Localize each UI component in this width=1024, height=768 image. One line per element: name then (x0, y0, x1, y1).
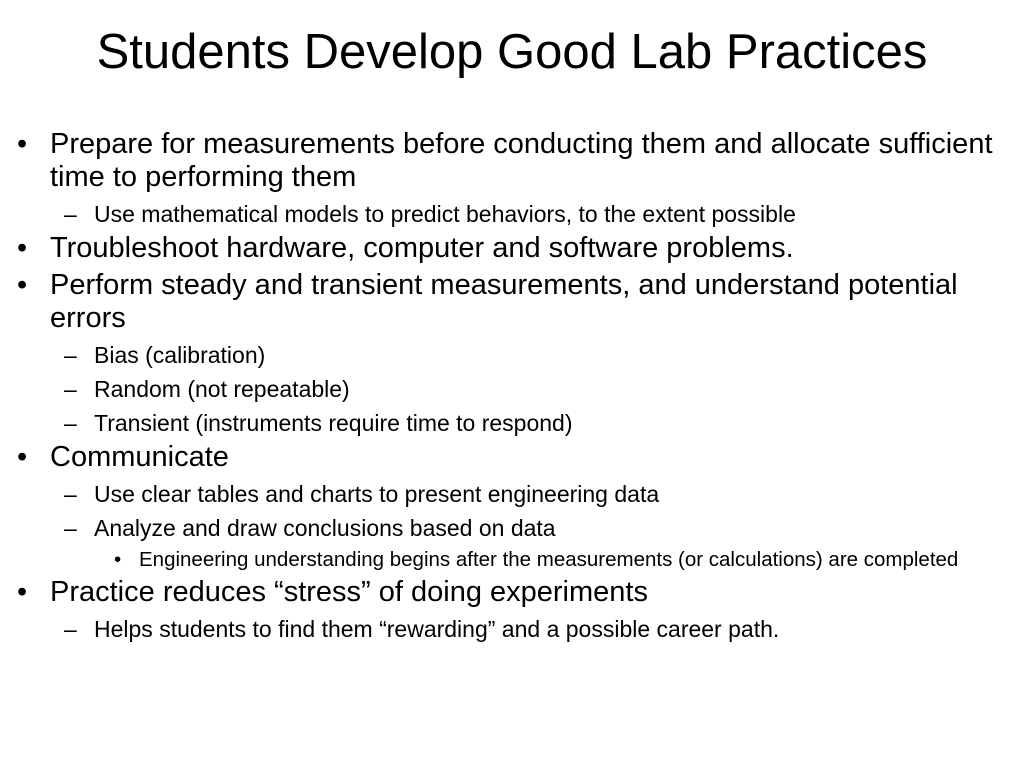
sub-bullet-item (0, 341, 994, 369)
sub-bullet-item (0, 514, 994, 542)
sub-bullet-item (0, 615, 994, 643)
sub-bullet-text: Use mathematical models to predict behaviors, to the extent possible (94, 201, 796, 227)
sub-bullet-text: Random (not repeatable) (94, 376, 350, 402)
bullet-text: Troubleshoot hardware, computer and software problems. (50, 232, 794, 264)
sub-bullet-item (0, 200, 994, 228)
sub-sub-bullet-text: Engineering understanding begins after the measurements (or calculations) are completed (139, 548, 959, 571)
bullet-mark: • (17, 269, 28, 301)
bullet-text: Practice reduces “stress” of doing experiments (50, 576, 648, 608)
dash-mark: – (64, 201, 77, 227)
sub-bullet-item (0, 480, 994, 508)
sub-bullet-text: Analyze and draw conclusions based on data (94, 515, 556, 541)
bullet-mark: • (114, 548, 122, 571)
sub-bullet-item (0, 409, 994, 437)
bullet-text: Communicate (50, 441, 229, 473)
dash-mark: – (64, 616, 77, 642)
bullet-item (0, 576, 995, 609)
slide-title: Students Develop Good Lab Practices (96, 25, 928, 79)
dash-mark: – (64, 342, 77, 368)
sub-bullet-item (0, 375, 994, 403)
sub-bullet-text: Helps students to find them “rewarding” and a possible career path. (94, 616, 780, 642)
dash-mark: – (64, 410, 77, 436)
bullet-mark: • (17, 576, 28, 608)
dash-mark: – (64, 515, 77, 541)
bullet-mark: • (17, 232, 28, 264)
bullet-mark: • (17, 128, 28, 160)
dash-mark: – (64, 481, 77, 507)
sub-bullet-text: Use clear tables and charts to present engineering data (94, 481, 660, 507)
bullet-item (0, 232, 995, 265)
sub-sub-bullet-item (0, 548, 999, 572)
dash-mark: – (64, 376, 77, 402)
bullet-text: Prepare for measurements before conducting them and allocate sufficient time to performing them (50, 128, 993, 193)
bullet-mark: • (17, 441, 28, 473)
sub-bullet-text: Bias (calibration) (94, 342, 266, 368)
bullet-item (0, 269, 995, 335)
slide-body (0, 128, 1024, 643)
bullet-item (0, 441, 995, 474)
bullet-item (0, 128, 995, 194)
bullet-text: Perform steady and transient measurements, and understand potential errors (50, 269, 958, 334)
sub-bullet-text: Transient (instruments require time to respond) (94, 410, 573, 436)
